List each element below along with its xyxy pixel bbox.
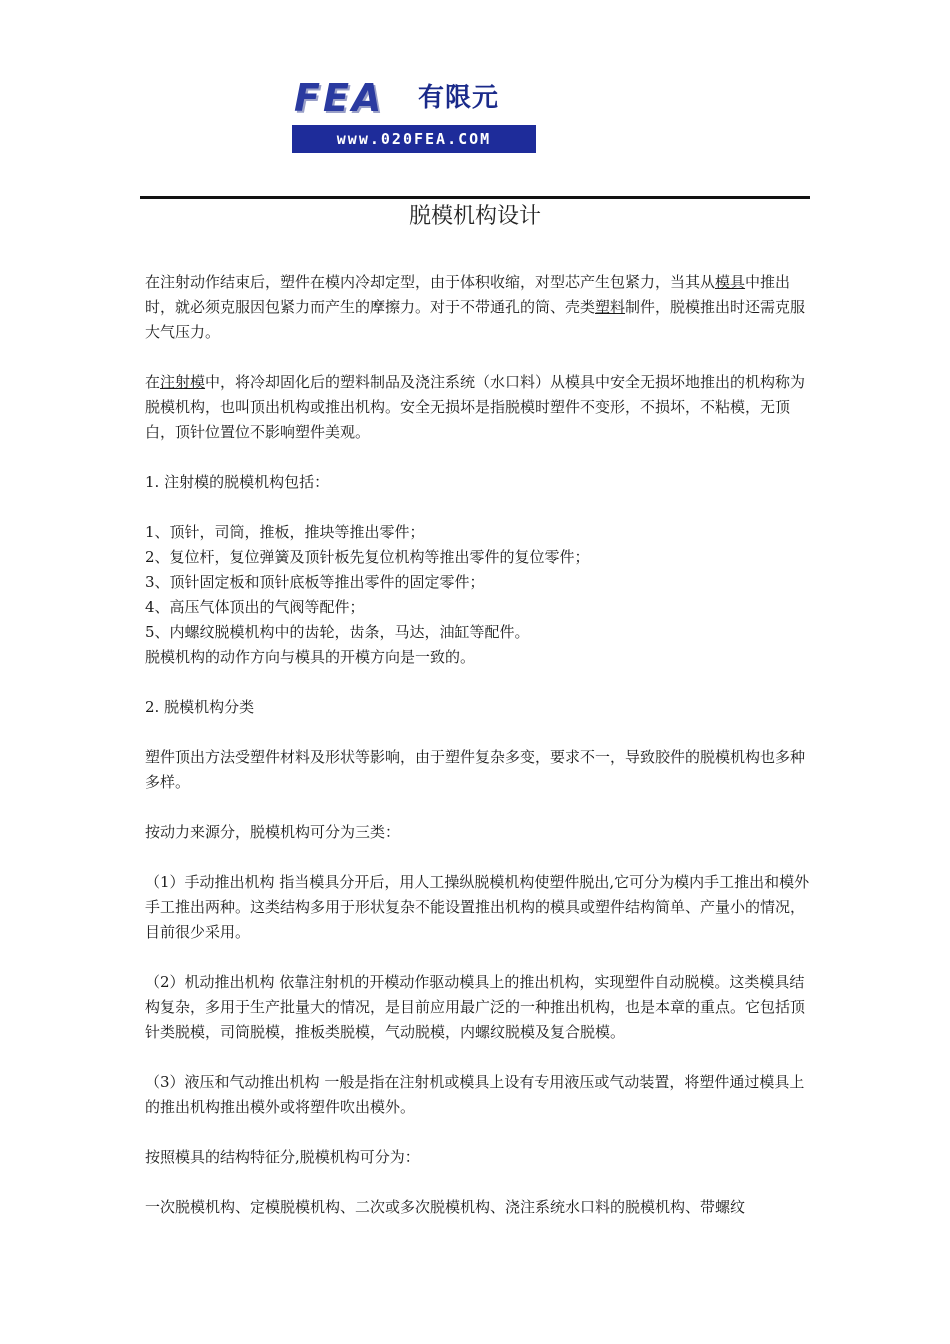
fea-logo	[292, 73, 536, 153]
paragraph-classification: 塑件顶出方法受塑件材料及形状等影响，由于塑件复杂多变，要求不一，导致胶件的脱模机构也多种多样。	[145, 748, 806, 791]
p2-text-b: 中，将冷却固化后的塑料制品及浇注系统（水口料）从模具中安全无损坏地推出的机构称为脱模机构，也叫顶出机构或推出机构。安全无损坏是指脱模时塑件不变形，不损坏，不粘模，无顶白，顶针位置位不影响塑件美观。	[145, 373, 806, 441]
paragraph-hydraulic-ejection: （3）液压和气动推出机构 一般是指在注射机或模具上设有专用液压或气动装置，将塑件通过模具上的推出机构推出模外或将塑件吹出模外。	[145, 1073, 805, 1116]
header-rule	[140, 196, 810, 199]
paragraph-structure-types: 一次脱模机构、定模脱模机构、二次或多次脱模机构、浇注系统水口料的脱模机构、带螺纹	[145, 1198, 746, 1216]
paragraph-power-source: 按动力来源分，脱模机构可分为三类：	[145, 823, 401, 841]
list-note: 脱模机构的动作方向与模具的开模方向是一致的。	[145, 648, 476, 666]
logo-url: www.020FEA.COM	[292, 125, 536, 153]
paragraph-intro	[145, 270, 810, 345]
list-item: 2、复位杆，复位弹簧及顶针板先复位机构等推出零件的复位零件；	[145, 548, 590, 566]
p1-text-b: 中推出时，就必须克服因包紧力而产生的摩擦力。对于不带通孔的筒、壳类	[145, 273, 791, 316]
paragraph-manual-ejection: （1）手动推出机构 指当模具分开后，用人工操纵脱模机构使塑件脱出,它可分为模内手工推出和模外手工推出两种。这类结构多用于形状复杂不能设置推出机构的模具或塑件结构简单、产量小的情况，目前很少采用。	[145, 873, 810, 941]
list-item: 1、顶针，司筒，推板，推块等推出零件；	[145, 523, 425, 541]
list-item: 3、顶针固定板和顶针底板等推出零件的固定零件；	[145, 573, 485, 591]
link-mold[interactable]: 模具	[715, 273, 746, 291]
list-item: 5、内螺纹脱模机构中的齿轮，齿条，马达，油缸等配件。	[145, 623, 530, 641]
document-title: 脱模机构设计	[408, 204, 541, 229]
logo-brand: FEA	[294, 76, 385, 120]
paragraph-mechanical-ejection: （2）机动推出机构 依靠注射机的开模动作驱动模具上的推出机构，实现塑件自动脱模。这类模具结构复杂，多用于生产批量大的情况，是目前应用最广泛的一种推出机构，也是本章的重点。它包括顶针类脱模，司筒脱模，推板类脱模，气动脱模，内螺纹脱模及复合脱模。	[145, 973, 806, 1041]
link-plastic[interactable]: 塑料	[595, 298, 626, 316]
link-injection-mold[interactable]: 注射模	[160, 373, 206, 391]
logo-name-cn: 有限元	[418, 83, 500, 113]
list-item: 4、高压气体顶出的气阀等配件；	[145, 598, 365, 616]
p2-text-a: 在	[145, 373, 161, 391]
p1-text-c: 制件，脱模推出时还需克服大气压力。	[145, 298, 806, 341]
section-heading-1: 1. 注射模的脱模机构包括：	[145, 473, 330, 491]
paragraph-definition	[145, 370, 810, 445]
logo-mark	[292, 73, 536, 123]
paragraph-structure: 按照模具的结构特征分,脱模机构可分为：	[145, 1148, 420, 1166]
document-body	[145, 270, 810, 1245]
p1-text-a: 在注射动作结束后，塑件在模内冷却定型，由于体积收缩，对型芯产生包紧力，当其从	[145, 273, 716, 291]
section-heading-2: 2. 脱模机构分类	[145, 698, 255, 716]
